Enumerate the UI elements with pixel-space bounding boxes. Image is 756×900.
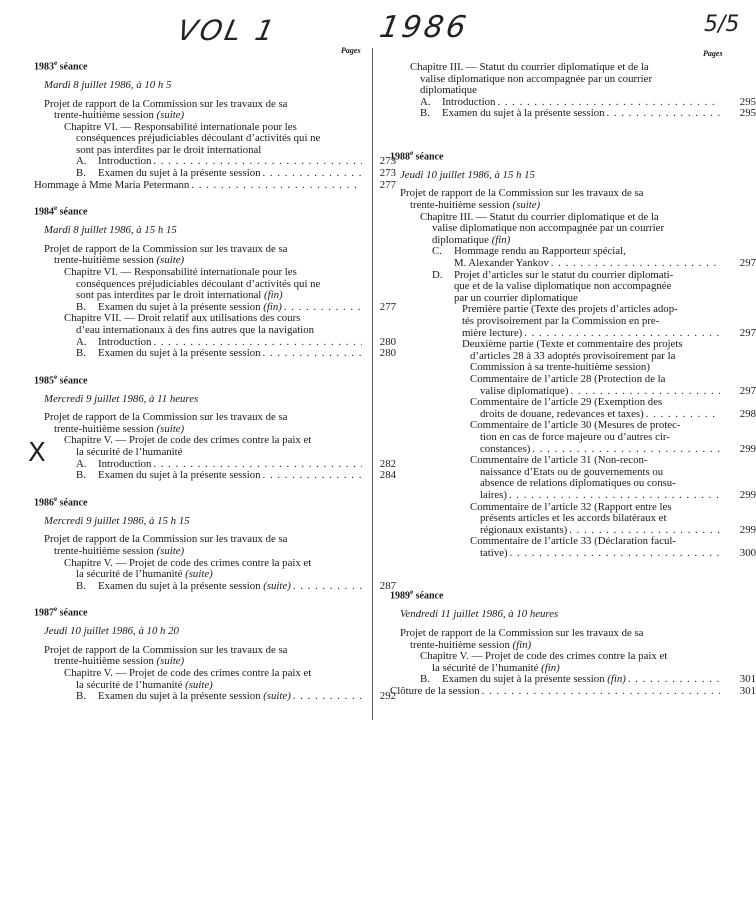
session-1989 <box>390 587 756 697</box>
toc-entry: Clôture de la session . . . 301 <box>390 686 722 698</box>
session-1985 <box>34 372 396 482</box>
session-title: 1986e séance <box>34 494 88 509</box>
toc-entry: laires) . . . 299 <box>480 490 722 502</box>
report-entry: Projet de rapport de la Commission sur les travaux de sa trente-huitième session (suite) Chapitre V. — Projet de code des crimes contre la paix et la sécurité de l’humanité (suite) B. Examen du sujet à la présente session (suite) . . . 287 <box>44 534 364 592</box>
handwritten-x-mark: X <box>28 438 49 468</box>
toc-entry: droits de douane, redevances et taxes) . . . 298 <box>480 409 722 421</box>
column-divider <box>372 48 373 720</box>
session-1983 <box>34 58 396 191</box>
toc-entry: B. Examen du sujet à la présente session . . . 273 <box>76 168 364 180</box>
toc-entry: B. Examen du sujet à la présente session . . . 295 <box>420 108 722 120</box>
page-number: 282 <box>379 457 396 470</box>
page-number: 292 <box>379 690 396 703</box>
page-number: 297 <box>739 384 756 397</box>
session-1984 <box>34 203 396 360</box>
session-1987-continued: Chapitre III. — Statut du courrier diplomatique et de la valise diplomatique non accompagnée par un courrier diplomatique A. Introduction . . . 295 B. Examen du sujet à la présente session . . . 295 <box>390 62 722 120</box>
toc-entry: B. Examen du sujet à la présente session (fin) . . . 301 <box>420 674 722 686</box>
toc-entry: M. Alexander Yankov . . . 297 <box>454 258 722 270</box>
page-number: 299 <box>739 442 756 455</box>
session-title: 1984e séance <box>34 204 88 218</box>
session-title: 1988e séance <box>390 148 444 163</box>
report-entry: Projet de rapport de la Commission sur les travaux de sa trente-huitième session (suite) Chapitre VI. — Responsabilité internationale pour les conséquences préjudiciables découlant d’activités qui ne sont pas interdites par le droit international (fin) B. Examen du sujet à la présente session (fin) . . . 277 Chapitre VII. — Droit relatif aux utilisations des cours d’eau internationaux à des fins autres que la navigation A. Introduction . . . 280 B. Examen du sujet à la présente session . . . 280 <box>44 244 364 360</box>
toc-entry: valise diplomatique) . . . 297 <box>480 386 722 398</box>
report-entry: Projet de rapport de la Commission sur les travaux de sa trente-huitième session (suite) Chapitre V. — Projet de code des crimes contre la paix et la sécurité de l’humanité (suite) B. Examen du sujet à la présente session (suite) . . . 292 <box>44 645 364 703</box>
page-number: 287 <box>379 579 396 592</box>
page-number: 295 <box>739 95 756 108</box>
report-entry: Projet de rapport de la Commission sur les travaux de sa trente-huitième session (fin) Chapitre V. — Projet de code des crimes contre la paix et la sécurité de l’humanité (fin) B. Examen du sujet à la présente session (fin) . . . 301 <box>400 628 722 686</box>
toc-entry: B. Examen du sujet à la présente session (fin) . . . 277 <box>76 302 364 314</box>
page-number: 301 <box>739 673 756 686</box>
toc-entry: A. Introduction . . . 280 <box>76 337 364 349</box>
toc-entry: Hommage à Mme Maria Petermann . . . 277 <box>34 180 364 192</box>
page-number: 297 <box>739 257 756 270</box>
session-1987 <box>34 604 396 703</box>
toc-entry: tative) . . . 300 <box>480 548 722 560</box>
session-date: Jeudi 10 juillet 1986, à 15 h 15 <box>400 168 535 181</box>
page-number: 277 <box>379 300 396 313</box>
session-1986 <box>34 494 396 592</box>
toc-entry: B. Examen du sujet à la présente session (suite) . . . 287 <box>76 581 364 593</box>
page-number: 280 <box>379 335 396 348</box>
toc-entry: A. Introduction . . . 295 <box>420 97 722 109</box>
session-1988 <box>390 148 756 560</box>
left-column <box>34 58 396 715</box>
session-date: Jeudi 10 juillet 1986, à 10 h 20 <box>44 625 179 638</box>
page-number: 280 <box>379 347 396 360</box>
session-title: 1983e séance <box>34 59 88 73</box>
session-title: 1987e séance <box>34 605 88 619</box>
page-number: 273 <box>379 167 396 180</box>
toc-entry: constances) . . . 299 <box>480 444 722 456</box>
report-entry: Projet de rapport de la Commission sur les travaux de sa trente-huitième session (suite) Chapitre III. — Statut du courrier diplomatique et de la valise diplomatique non accompagnée par un courrier diplomatique (fin) C. Hommage rendu au Rapporteur spécial, M. Alexander Yankov . . . 297 D. Projet d’articles sur le statut du courrier diplomati- que et de la valise diplomatique non accompagnée par un courrier diplomatique Première partie (Texte des projets d’articles adop- tés provisoirement par la Commission en pre- mière lecture) . . . 297 Deuxième partie (Texte et commentaire des projets d’articles 28 à 33 adoptés provisoirement par la Commission à sa trente-huitième session) Commentaire de l’article 28 (Protection de la valise diplomatique) . . . 297 Commentaire de l’article 29 (Exemption des droits de douane, redevances et taxes) . . . 298 Commentaire de l’article 30 (Mesures de protec- tion en cas de force majeure ou d’autres cir- constances) . . . 299 Commentaire de l’article 31 (Non-recon- naissance d’Etats ou de gouvernements ou absence de relations diplomatiques ou consu- laires) . . . 299 Commentaire de l’article 32 (Rapport entre les présents articles et les accords bilatéraux et régionaux existants) . . . 299 Commentaire de l’article 33 (Déclaration facul- tative) . . . 300 <box>400 188 722 559</box>
toc-entry: mière lecture) . . . 297 <box>462 328 722 340</box>
page-number: 299 <box>739 488 756 501</box>
page-number: 284 <box>379 469 396 482</box>
session-date: Mercredi 9 juillet 1986, à 15 h 15 <box>44 514 190 527</box>
session-title: 1985e séance <box>34 372 88 387</box>
toc-entry: régionaux existants) . . . 299 <box>480 525 722 537</box>
toc-entry: B. Examen du sujet à la présente session . . . 284 <box>76 470 364 482</box>
handwritten-year-note: 1986 <box>376 10 472 45</box>
page-number: 298 <box>739 407 756 420</box>
session-title: 1989e séance <box>390 588 444 602</box>
report-entry: Projet de rapport de la Commission sur les travaux de sa trente-huitième session (suite) Chapitre V. — Projet de code des crimes contre la paix et la sécurité de l’humanité A. Introduction . . . 282 B. Examen du sujet à la présente session . . . 284 <box>44 412 364 482</box>
page-number: 297 <box>739 326 756 339</box>
toc-entry: B. Examen du sujet à la présente session (suite) . . . 292 <box>76 691 364 703</box>
toc-entry: A. Introduction . . . 273 <box>76 156 364 168</box>
pages-column-header: Pages <box>703 49 723 58</box>
report-entry: Projet de rapport de la Commission sur les travaux de sa trente-huitième session (suite) Chapitre VI. — Responsabilité internationale pour les conséquences préjudiciables découlant d’activités qui ne sont pas interdites par le droit international A. Introduction . . . 273 B. Examen du sujet à la présente session . . . 273 <box>44 99 364 180</box>
right-column <box>390 61 756 710</box>
toc-entry: B. Examen du sujet à la présente session . . . 280 <box>76 348 364 360</box>
session-date: Mardi 8 juillet 1986, à 15 h 15 <box>44 224 177 237</box>
session-date: Vendredi 11 juillet 1986, à 10 heures <box>400 608 559 621</box>
pages-column-header: Pages <box>341 46 361 55</box>
page-number: 295 <box>739 107 756 120</box>
toc-entry: A. Introduction . . . 282 <box>76 459 364 471</box>
page-number: 299 <box>739 523 756 536</box>
page-number: 273 <box>379 155 396 168</box>
page-number: 301 <box>739 684 756 697</box>
handwritten-volume-note: VOL 1 <box>174 14 281 47</box>
page-number: 277 <box>379 178 396 191</box>
session-date: Mardi 8 juillet 1986, à 10 h 5 <box>44 78 172 91</box>
page-number: 300 <box>739 546 756 559</box>
handwritten-fraction-note: 5/5 <box>704 12 740 37</box>
session-date: Mercredi 9 juillet 1986, à 11 heures <box>44 392 199 405</box>
